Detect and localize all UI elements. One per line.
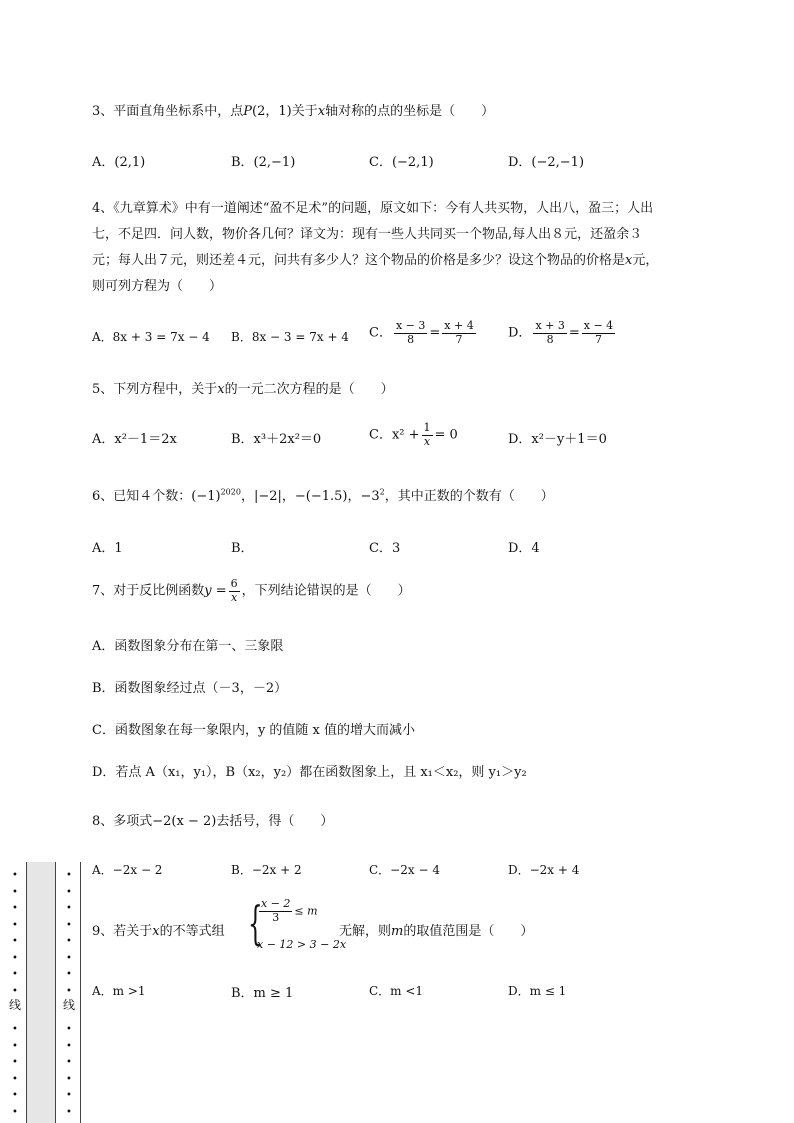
question-3 [92,100,494,119]
q5-stem: 5、下列方程中，关于 [92,382,218,397]
binding-line [80,862,81,1123]
q6-option-c: C．3 [369,541,401,556]
q3-option-a: A．(2,1) [92,155,146,170]
q7-option-a: A．函数图象分布在第一、三象限 [92,639,284,654]
q5-stem-tail: 的一元二次方程的是（ ） [224,382,394,397]
q9-stem-tail: 的取值范围是（ ） [403,924,534,939]
q4-option-c-frac-left [394,320,427,346]
question-7 [92,578,411,604]
q9-brace-icon: { [248,896,263,950]
q4-option-d: D． $\frac{x + 3}{8}$ = $\frac{x - 4}{7}$ [508,319,614,346]
q9-var: x [152,924,160,939]
question-6 [92,485,554,504]
q5-c-num: 1 [423,421,431,434]
q4-c-num2: x + 4 [444,319,474,332]
q4-option-a: A．8x + 3 = 7x − 4 [92,330,210,344]
q5-var: x [217,382,225,397]
binding-dots-left-bottom: • • • • • • [12,1024,18,1118]
q4-line-3-text: 元；每人出７元，则还差４元，问共有多少人？这个物品的价格是多少？设这个物品的价格是 [92,253,626,268]
q4-d-den2: 7 [594,332,602,346]
q4-c-den1: 8 [407,332,415,346]
q4-option-c-frac-right [442,320,475,346]
binding-dots-right-top: • • • • • • • • [66,870,72,997]
q6-exponent-2: 2 [379,487,385,497]
q7-option-c: C．函数图象在每一象限内，y 的值随 x 值的增大而减小 [92,723,416,738]
q9-ineq1-den: 3 [272,910,280,924]
q9-ineq1-num: x − 2 [261,897,291,910]
q4-line-2: 七，不足四．问人数，物价各几何？译文为：现有一些人共同买一个物品,每人出８元，还盈余３ [92,227,643,242]
q9-ineq-2: x − 12 > 3 − 2x [257,938,347,951]
question-8: 8、多项式−2(x − 2)去括号，得（ ） [92,814,334,829]
q3-point: P [243,104,253,119]
q5-option-c-tail: = 0 [434,427,458,443]
q4-d-num2: x − 4 [583,319,614,332]
q7-num: 6 [230,577,238,590]
q4-line-3-tail: 元， [632,253,659,268]
binding-dots-left-top: • • • • • • • • [12,870,18,997]
q8-option-d: D．−2x + 4 [508,863,580,877]
q4-d-den1: 8 [546,332,554,346]
q9-ineq1-frac [259,898,292,924]
q4-option-d-frac-left [533,320,566,346]
q9-ineq1-rel: ≤ m [294,904,318,918]
q6-option-b: B． [231,541,254,556]
q6-option-d: D．4 [508,541,540,556]
q4-c-den2: 7 [455,332,463,346]
question-9-stem-left [92,920,225,939]
binding-label-left: 线 [9,998,22,1012]
q7-stem: 7、对于反比例函数 [92,583,205,599]
q4-line-1: 4、《九章算术》中有一道阐述“盈不足术”的问题，原文如下：今有人共买物，人出八，盈三；人出 [92,201,654,216]
q7-function: y = [204,583,227,599]
question-9-stem-right [339,920,533,939]
q6-stem-mid: ，|−2|，−(−1.5)，−3 [240,489,380,504]
q5-option-c [369,422,458,448]
q8-option-a: A．−2x − 2 [92,863,163,877]
q3-option-d: D．(−2,−1) [508,155,585,170]
q3-option-b: B．(2,−1) [231,155,296,170]
q9-stem-mid: 的不等式组 [159,924,225,939]
q6-stem: 6、已知４个数：(−1) [92,489,221,504]
question-5 [92,378,394,397]
q4-option-c-label: C． [369,325,392,341]
q7-option-b: B．函数图象经过点（－3，－2） [92,681,288,696]
q9-option-d: D．m ≤ 1 [508,984,567,998]
q4-line-3-var: x [625,253,633,268]
q4-c-num1: x − 3 [395,319,426,332]
q9-ineq-1 [257,898,318,924]
binding-dots-right-bottom: • • • • • • [66,1024,72,1118]
q5-option-a: A．x²－1＝2x [92,432,177,447]
q6-exponent: 2020 [220,487,241,497]
q6-stem-tail: ，其中正数的个数有（ ） [384,489,554,504]
q9-option-a: A．m >1 [92,984,146,998]
q3-coords: (2，1) [252,104,292,119]
q9-option-c: C．m <1 [369,984,424,998]
q6-option-a: A．1 [92,541,123,556]
q5-option-b: B．x³＋2x²＝0 [231,432,322,447]
q8-option-c: C．−2x − 4 [369,863,440,877]
binding-label-right: 线 [63,998,76,1012]
q3-stem: 3、平面直角坐标系中，点 [92,104,244,119]
q4-option-c: C． $\frac{x - 3}{8}$ = $\frac{x + 4}{7}$ [369,319,474,346]
question-4 [92,196,752,300]
q3-axis: x [317,104,326,119]
binding-margin [0,862,90,1123]
q4-line-4: 则可列方程为（ ） [92,279,223,294]
q4-option-b: B．8x − 3 = 7x + 4 [231,330,349,344]
q5-c-den: x [423,434,431,448]
q9-stem: 9、若关于 [92,924,153,939]
q4-option-d-label: D． [508,325,532,341]
q7-fraction [229,578,240,604]
q7-den: x [231,590,238,604]
q7-option-d: D．若点 A（x₁，y₁），B（x₂，y₂）都在函数图象上，且 x₁＜x₂，则 y₁＞y₂ [92,765,527,780]
q7-stem-tail: ，下列结论错误的是（ ） [241,583,411,599]
q3-option-c: C．(−2,1) [369,155,434,170]
binding-band [26,862,56,1123]
q3-stem2: 关于 [291,104,318,119]
q5-option-c-frac [422,422,433,448]
q3-stem3: 轴对称的点的坐标是（ ） [325,104,495,119]
q8-option-b: B．−2x + 2 [231,863,302,877]
q9-option-b: B．m ≥ 1 [231,986,294,1001]
q4-d-num1: x + 3 [535,319,565,332]
q5-option-d: D．x²－y＋1＝0 [508,432,607,447]
q4-line-3 [92,248,752,274]
q5-option-c-label: C．x² + [369,427,420,443]
q9-stem-c: 无解，则 [339,924,392,939]
q9-var-m: m [391,924,404,939]
q4-option-d-frac-right [582,320,615,346]
